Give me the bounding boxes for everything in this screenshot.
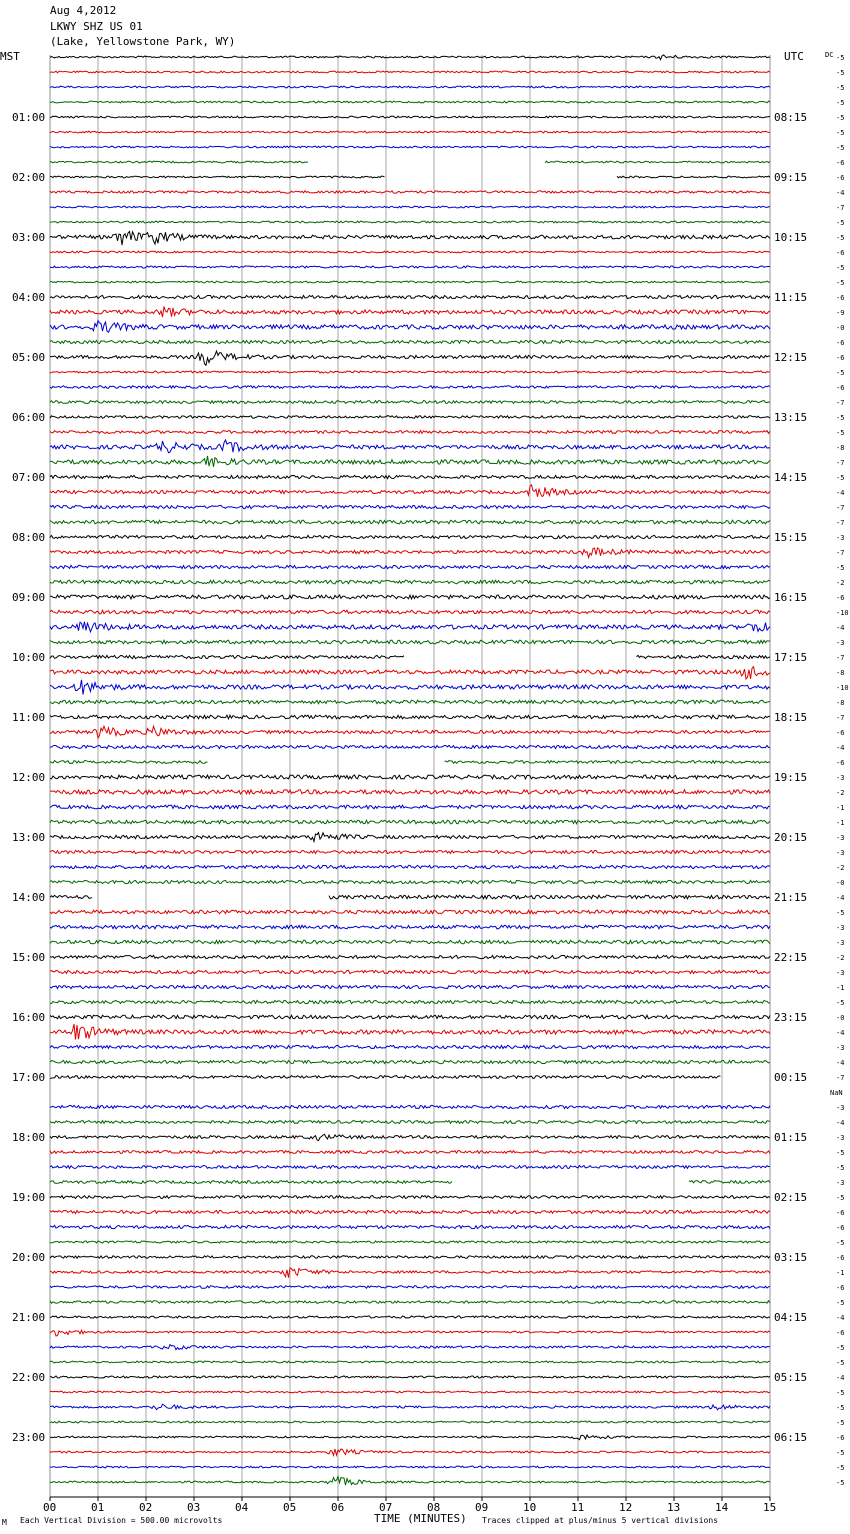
dc-offset-label: -7: [836, 549, 845, 557]
dc-offset-label: -6: [836, 339, 845, 347]
dc-offset-label: -5: [836, 564, 845, 572]
trace-row: [50, 820, 770, 824]
trace-row: [50, 1076, 721, 1079]
trace-row: [50, 416, 770, 419]
trace-row: [50, 371, 770, 373]
trace-row: [50, 761, 770, 764]
trace-row: [50, 955, 770, 958]
dc-offset-label: -5: [836, 429, 845, 437]
x-tick-label: 09: [475, 1501, 489, 1514]
dc-offset-label: -6: [836, 384, 845, 392]
dc-offset-label: -2: [836, 864, 845, 872]
trace-row: [50, 775, 770, 779]
trace-row: [50, 340, 770, 343]
trace-row: [50, 386, 770, 389]
dc-offset-label: -7: [836, 204, 845, 212]
trace-row: [50, 1015, 770, 1019]
dc-offset-label: -10: [836, 684, 849, 692]
dc-offset-label: -6: [836, 729, 845, 737]
dc-offset-label: -5: [836, 69, 845, 77]
dc-offset-label: -6: [836, 354, 845, 362]
dc-offset-label: -5: [836, 1194, 845, 1202]
dc-offset-label: -3: [836, 849, 845, 857]
trace-row: [50, 850, 770, 853]
trace-row: [50, 221, 770, 223]
trace-row: [50, 281, 770, 283]
dc-offset-label: -1: [836, 804, 845, 812]
mst-hour-label: 03:00: [12, 231, 46, 244]
dc-offset-label: -7: [836, 714, 845, 722]
dc-offset-label: -5: [836, 1149, 845, 1157]
trace-row: [50, 1421, 770, 1423]
trace-row: [50, 610, 770, 614]
utc-hour-label: 23:15: [774, 1011, 808, 1024]
trace-row: [50, 535, 770, 538]
dc-offset-label: -5: [836, 1419, 845, 1427]
trace-row: [50, 1121, 770, 1124]
trace-row: [50, 131, 770, 133]
trace-row: [50, 1435, 770, 1440]
dc-offset-label: -10: [836, 609, 849, 617]
dc-offset-label: -6: [836, 174, 845, 182]
trace-row: [50, 1196, 770, 1199]
mst-hour-label: 23:00: [12, 1431, 46, 1444]
utc-hour-label: 14:15: [774, 471, 808, 484]
mst-hour-label: 04:00: [12, 291, 46, 304]
dc-offset-label: -1: [836, 1269, 845, 1277]
trace-row: [50, 116, 770, 118]
dc-offset-label: -3: [836, 534, 845, 542]
trace-row: [50, 1361, 770, 1363]
trace-row: [50, 307, 770, 318]
trace-row: [50, 700, 770, 704]
dc-offset-label: -6: [836, 159, 845, 167]
mst-hour-label: 01:00: [12, 111, 46, 124]
x-tick-label: 01: [91, 1501, 105, 1514]
x-tick-label: 06: [331, 1501, 345, 1514]
mst-hour-label: 05:00: [12, 351, 46, 364]
utc-hour-label: 03:15: [774, 1251, 808, 1264]
x-tick-label: 12: [619, 1501, 633, 1514]
dc-offset-label: -4: [836, 1119, 845, 1127]
x-tick-label: 00: [43, 1501, 57, 1514]
dc-offset-label: -3: [836, 969, 845, 977]
dc-offset-label: -5: [836, 234, 845, 242]
x-tick-label: 03: [187, 1501, 201, 1514]
trace-row: [50, 925, 770, 929]
dc-offset-label: -5: [836, 1239, 845, 1247]
trace-row: [50, 1268, 770, 1278]
trace-row: [50, 745, 770, 748]
utc-hour-label: 02:15: [774, 1191, 808, 1204]
dc-offset-label: -7: [836, 399, 845, 407]
mst-hour-label: 06:00: [12, 411, 46, 424]
x-tick-label: 05: [283, 1501, 297, 1514]
mst-hour-label: 19:00: [12, 1191, 46, 1204]
utc-hour-label: 16:15: [774, 591, 808, 604]
trace-row: [50, 895, 770, 899]
dc-offset-label: -8: [836, 669, 845, 677]
utc-hour-label: 04:15: [774, 1311, 808, 1324]
dc-offset-label: -5: [836, 54, 845, 62]
dc-offset-label: -0: [836, 879, 845, 887]
trace-row: [50, 940, 770, 944]
x-axis-title: TIME (MINUTES): [374, 1512, 467, 1525]
dc-offset-label: -5: [836, 909, 845, 917]
dc-offset-label: -6: [836, 1224, 845, 1232]
dc-offset-label: -7: [836, 1074, 845, 1082]
trace-row: [50, 161, 770, 163]
trace-row: [50, 351, 770, 365]
dc-offset-label: -6: [836, 1434, 845, 1442]
dc-offset-label: -4: [836, 744, 845, 752]
dc-offset-label: -3: [836, 834, 845, 842]
utc-hour-label: 09:15: [774, 171, 808, 184]
utc-hour-label: 12:15: [774, 351, 808, 364]
vertical-division-note: Each Vertical Division = 500.00 microvolts: [20, 1516, 223, 1525]
mst-hour-label: 22:00: [12, 1371, 46, 1384]
dc-offset-label: -3: [836, 924, 845, 932]
dc-offset-label: -0: [836, 1014, 845, 1022]
dc-offset-label: NaN: [830, 1089, 843, 1097]
trace-row: [50, 295, 770, 298]
trace-row: [50, 580, 770, 584]
dc-offset-label: -5: [836, 999, 845, 1007]
trace-row: [50, 1166, 770, 1169]
x-tick-label: 10: [523, 1501, 537, 1514]
trace-row: [50, 726, 770, 738]
mst-hour-label: 02:00: [12, 171, 46, 184]
dc-offset-label: -5: [836, 474, 845, 482]
dc-offset-label: -6: [836, 1329, 845, 1337]
trace-row: [50, 321, 770, 333]
trace-row: [50, 1151, 770, 1154]
trace-row: [50, 191, 770, 193]
trace-row: [50, 505, 770, 508]
dc-offset-label: -3: [836, 1104, 845, 1112]
utc-hour-label: 00:15: [774, 1071, 808, 1084]
x-tick-label: 14: [715, 1501, 729, 1514]
dc-offset-label: -1: [836, 819, 845, 827]
dc-offset-label: -5: [836, 1479, 845, 1487]
utc-hour-label: 17:15: [774, 651, 808, 664]
dc-offset-label: -5: [836, 99, 845, 107]
trace-row: [50, 790, 770, 794]
mst-hour-label: 14:00: [12, 891, 46, 904]
utc-hour-label: 22:15: [774, 951, 808, 964]
x-tick-label: 15: [763, 1501, 777, 1514]
dc-offset-label: -2: [836, 579, 845, 587]
utc-hour-label: 19:15: [774, 771, 808, 784]
dc-offset-label: -5: [836, 144, 845, 152]
dc-offset-label: -8: [836, 444, 845, 452]
dc-offset-label: -6: [836, 594, 845, 602]
trace-row: [50, 55, 770, 60]
trace-row: [50, 232, 770, 246]
trace-row: [50, 1134, 770, 1140]
trace-row: [50, 1286, 770, 1289]
trace-row: [50, 1391, 770, 1393]
dc-offset-label: -5: [836, 219, 845, 227]
trace-row: [50, 520, 770, 524]
dc-offset-label: -3: [836, 774, 845, 782]
mst-hour-label: 16:00: [12, 1011, 46, 1024]
trace-row: [50, 1301, 770, 1304]
trace-row: [50, 667, 770, 679]
trace-row: [50, 431, 770, 434]
dc-offset-label: -5: [836, 1464, 845, 1472]
mst-hour-label: 10:00: [12, 651, 46, 664]
trace-row: [50, 1024, 770, 1040]
x-tick-label: 11: [571, 1501, 585, 1514]
dc-offset-label: -7: [836, 654, 845, 662]
trace-row: [50, 401, 770, 404]
dc-offset-label: -6: [836, 1254, 845, 1262]
utc-hour-label: 10:15: [774, 231, 808, 244]
dc-offset-label: -8: [836, 699, 845, 707]
mst-hour-label: 17:00: [12, 1071, 46, 1084]
dc-offset-label: -5: [836, 279, 845, 287]
dc-offset-label: -5: [836, 1404, 845, 1412]
dc-offset-label: -4: [836, 489, 845, 497]
trace-row: [50, 1404, 770, 1410]
trace-row: [50, 565, 770, 568]
utc-hour-label: 11:15: [774, 291, 808, 304]
trace-row: [50, 833, 770, 842]
mst-hour-label: 11:00: [12, 711, 46, 724]
dc-offset-label: -3: [836, 1179, 845, 1187]
mst-hour-label: 07:00: [12, 471, 46, 484]
trace-row: [50, 475, 770, 478]
dc-offset-label: -1: [836, 984, 845, 992]
trace-row: [50, 1225, 770, 1228]
mst-hour-label: 21:00: [12, 1311, 46, 1324]
trace-row: [50, 865, 770, 868]
dc-offset-label: -3: [836, 939, 845, 947]
mst-hour-label: 13:00: [12, 831, 46, 844]
dc-axis-title: DC: [825, 51, 834, 59]
corner-mark: M: [2, 1518, 7, 1527]
chart-date: Aug 4,2012: [50, 4, 117, 17]
dc-offset-label: -6: [836, 249, 845, 257]
trace-row: [50, 1105, 770, 1108]
trace-row: [50, 1241, 770, 1243]
dc-offset-label: -4: [836, 1374, 845, 1382]
mst-hour-label: 08:00: [12, 531, 46, 544]
trace-row: [50, 456, 770, 467]
trace-row: [50, 595, 770, 599]
utc-axis-title: UTC: [784, 50, 804, 63]
trace-row: [50, 548, 770, 558]
dc-offset-label: -4: [836, 1059, 845, 1067]
x-tick-label: 13: [667, 1501, 681, 1514]
trace-row: [50, 640, 770, 644]
trace-row: [50, 1210, 770, 1213]
x-tick-label: 02: [139, 1501, 153, 1514]
mst-hour-label: 12:00: [12, 771, 46, 784]
station-location: (Lake, Yellowstone Park, WY): [50, 35, 236, 48]
seismic-traces: [50, 55, 770, 1485]
dc-offset-label: -4: [836, 894, 845, 902]
trace-row: [50, 1330, 770, 1336]
trace-row: [50, 86, 770, 88]
trace-row: [50, 655, 770, 658]
trace-row: [50, 1477, 770, 1486]
dc-offset-label: -0: [836, 324, 845, 332]
dc-offset-label: -5: [836, 1344, 845, 1352]
trace-row: [50, 485, 770, 497]
trace-row: [50, 1376, 770, 1378]
dc-offset-label: -6: [836, 759, 845, 767]
trace-row: [50, 1316, 770, 1318]
dc-offset-label: -4: [836, 189, 845, 197]
trace-row: [50, 1045, 770, 1048]
trace-row: [50, 440, 770, 453]
utc-hour-label: 05:15: [774, 1371, 808, 1384]
dc-offset-label: -5: [836, 1164, 845, 1172]
trace-row: [50, 71, 770, 73]
dc-offset-label: -9: [836, 309, 845, 317]
utc-hour-label: 21:15: [774, 891, 808, 904]
trace-row: [50, 1181, 770, 1184]
utc-hour-label: 01:15: [774, 1131, 808, 1144]
utc-hour-label: 18:15: [774, 711, 808, 724]
dc-offset-label: -7: [836, 519, 845, 527]
mst-hour-label: 20:00: [12, 1251, 46, 1264]
trace-row: [50, 910, 770, 914]
dc-offset-label: -4: [836, 1314, 845, 1322]
dc-offset-label: -5: [836, 264, 845, 272]
trace-row: [50, 206, 770, 208]
trace-row: [50, 715, 770, 719]
dc-offset-label: -5: [836, 129, 845, 137]
dc-offset-label: -5: [836, 414, 845, 422]
x-tick-label: 04: [235, 1501, 249, 1514]
trace-row: [50, 1060, 770, 1063]
dc-offset-label: -7: [836, 459, 845, 467]
utc-hour-label: 15:15: [774, 531, 808, 544]
trace-row: [50, 970, 770, 973]
dc-offset-label: -5: [836, 84, 845, 92]
trace-row: [50, 985, 770, 988]
mst-hour-label: 09:00: [12, 591, 46, 604]
dc-offset-label: -2: [836, 789, 845, 797]
utc-hour-label: 20:15: [774, 831, 808, 844]
utc-hour-label: 06:15: [774, 1431, 808, 1444]
trace-row: [50, 1345, 770, 1350]
dc-offset-label: -4: [836, 624, 845, 632]
trace-row: [50, 805, 770, 809]
mst-axis-title: MST: [0, 50, 20, 63]
trace-row: [50, 251, 770, 253]
dc-offset-label: -5: [836, 1449, 845, 1457]
dc-offset-label: -4: [836, 1029, 845, 1037]
dc-offset-label: -3: [836, 639, 845, 647]
trace-row: [50, 101, 770, 103]
trace-row: [50, 622, 770, 632]
chart-axes: [0, 50, 849, 1527]
trace-row: [50, 176, 770, 178]
dc-offset-label: -5: [836, 1389, 845, 1397]
dc-offset-label: -2: [836, 954, 845, 962]
dc-offset-label: -6: [836, 294, 845, 302]
dc-offset-label: -6: [836, 1209, 845, 1217]
x-tick-label: 08: [427, 1501, 441, 1514]
clipping-note: Traces clipped at plus/minus 5 vertical divisions: [482, 1516, 719, 1525]
trace-row: [50, 1466, 770, 1468]
dc-offset-label: -6: [836, 1284, 845, 1292]
trace-row: [50, 266, 770, 268]
trace-row: [50, 1449, 770, 1456]
dc-offset-label: -5: [836, 369, 845, 377]
utc-hour-label: 08:15: [774, 111, 808, 124]
mst-hour-label: 15:00: [12, 951, 46, 964]
utc-hour-label: 13:15: [774, 411, 808, 424]
trace-row: [50, 1256, 770, 1259]
dc-offset-label: -5: [836, 1299, 845, 1307]
station-id: LKWY SHZ US 01: [50, 20, 143, 33]
dc-offset-label: -7: [836, 504, 845, 512]
dc-offset-label: -3: [836, 1134, 845, 1142]
trace-row: [50, 680, 770, 695]
mst-hour-label: 18:00: [12, 1131, 46, 1144]
dc-offset-label: -5: [836, 114, 845, 122]
dc-offset-label: -3: [836, 1044, 845, 1052]
x-tick-label: 07: [379, 1501, 393, 1514]
trace-row: [50, 880, 770, 883]
trace-row: [50, 146, 770, 148]
trace-row: [50, 1000, 770, 1003]
dc-offset-label: -5: [836, 1359, 845, 1367]
